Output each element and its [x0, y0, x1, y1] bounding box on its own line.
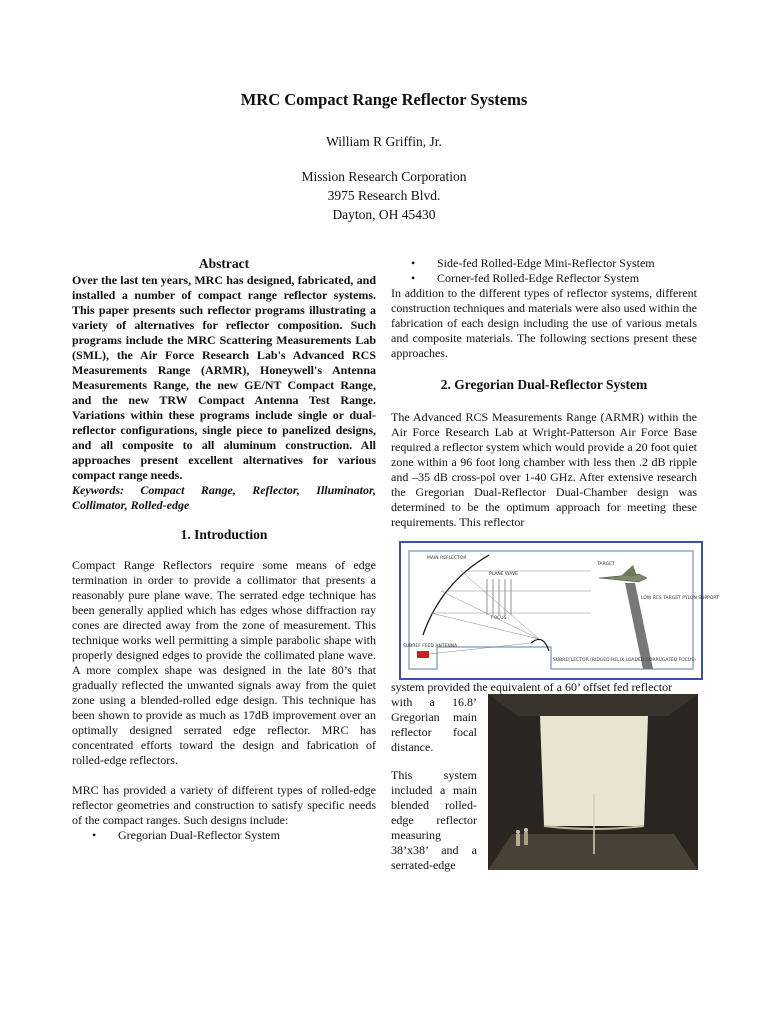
introduction-paragraph-1: Compact Range Reflectors require some means of edge termination in order to provide a collimator that presents a reasonably pure plane wave. The serrated edge technique has been generally applied which has edges whose diffraction ray cones are directed away from the zone of measurement. This technique works well permitting a simple parabolic shape with properly designed edges to provide the collimated plane wave. A more complex shape was designed in the late 80’s that gradually reflected the unwanted signals away from the quiet zone using a blended-rolled edge design. This technique has been shown to provide as much as 17dB improvement over an optimally designed serrated edge reflector. MRC has concentrated efforts toward the design and fabrication of rolled-edge reflectors.: [72, 558, 376, 767]
label-main-reflector: MAIN REFLECTOR: [427, 556, 467, 561]
affiliation: [0, 167, 768, 224]
introduction-heading: 1. Introduction: [180, 527, 268, 542]
main-reflector-curve: [423, 555, 489, 635]
label-feed: SUBREF FEED ANTENNA: [403, 644, 458, 649]
right-column: [391, 256, 697, 530]
ray-line: [441, 591, 539, 639]
gregorian-heading: 2. Gregorian Dual-Reflector System: [440, 377, 648, 392]
ray-line: [461, 571, 539, 639]
gregorian-narrow-1: with a 16.8’ Gregorian main reflector focal distance.: [391, 695, 477, 754]
list-item: [391, 256, 697, 271]
abstract-heading: Abstract: [198, 256, 250, 271]
bullet-icon: •: [92, 828, 97, 842]
feed-antenna-icon: [417, 651, 429, 658]
bullet-icon: •: [411, 256, 416, 270]
target-aircraft-fin: [621, 565, 637, 576]
bullet-icon: •: [411, 271, 416, 285]
label-focus: FOCUS: [491, 616, 507, 621]
list-item-label: Corner-fed Rolled-Edge Reflector System: [437, 271, 640, 285]
affiliation-city: Dayton, OH 45430: [332, 207, 436, 222]
affiliation-street: 3975 Research Blvd.: [327, 188, 441, 203]
gregorian-continuation: system provided the equivalent of a 60’ offset fed reflector: [391, 680, 673, 694]
design-list-right: [391, 256, 697, 286]
introduction-paragraph-3: In addition to the different types of reflector systems, different construction techniques and materials were also used within the fabrication of each design including the use of various metals and composite materials. The following sections present these approaches.: [391, 286, 697, 360]
affiliation-org: Mission Research Corporation: [301, 169, 467, 184]
keywords: Keywords: Compact Range, Reflector, Illuminator, Collimator, Rolled-edge: [72, 483, 376, 512]
reflector-chamber-photo-svg: [488, 694, 698, 870]
subreflector-curve: [531, 639, 549, 651]
design-list-left: [72, 828, 376, 843]
list-item-label: Side-fed Rolled-Edge Mini-Reflector System: [437, 256, 655, 270]
introduction-paragraph-2: MRC has provided a variety of different types of rolled-edge reflector geometries and construction to satisfy specific needs of the compact ranges. Such designs include:: [72, 783, 376, 827]
author: William R Griffin, Jr.: [326, 134, 442, 149]
label-plane-wave: PLANE WAVE: [489, 572, 518, 577]
gregorian-paragraph-1: The Advanced RCS Measurements Range (ARMR) within the Air Force Research Lab at Wright-Patterson Air Force Base required a reflector system which would provide a 20 foot quiet zone within a 96 foot long chamber with less then .2 dB ripple and –35 dB cross-pol over 1-40 GHz. After extensive research the Gregorian Dual-Reflector Dual-Chamber design was determined to be the optimum approach for meeting these requirements. This reflector: [391, 410, 697, 529]
list-item: [391, 271, 697, 286]
abstract-body: Over the last ten years, MRC has designed, fabricated, and installed a number of compact range reflector systems. This paper presents such reflector programs illustrating a variety of alternatives for reflector composition. Such programs include the MRC Scattering Measurements Lab (SML), the Air Force Research Lab's Advanced RCS Measurements Range (ARMR), Honeywell's Antenna Measurements Range, the new GE/NT Compact Range, and the new TRW Compact Antenna Test Range. Variations within these programs include single or dual-reflector configurations, single piece to panelized designs, and all composite to all aluminum construction. All approaches present excellent alternatives for various compact range needs.: [72, 273, 376, 482]
page-title: MRC Compact Range Reflector Systems: [240, 90, 528, 109]
ray-line: [431, 613, 539, 639]
list-item: [72, 828, 376, 843]
chamber-outline: [409, 551, 693, 669]
label-pylon: LOW RCS TARGET PYLON SUPPORT: [641, 596, 719, 601]
label-target: TARGET: [597, 562, 615, 567]
reflector-chamber-photo: [488, 694, 698, 870]
list-item-label: Gregorian Dual-Reflector System: [118, 828, 280, 842]
gregorian-diagram: [399, 541, 719, 680]
label-subreflector: SUBREFLECTOR (RIDGED HELIX LOADED CORRUGATED FOCUS): [553, 658, 696, 663]
gregorian-diagram-svg: [401, 543, 719, 678]
left-column: [72, 256, 376, 843]
gregorian-narrow-2: This system included a main blended rolled-edge reflector measuring 38’x38’ and a serrated-edge: [391, 768, 477, 872]
